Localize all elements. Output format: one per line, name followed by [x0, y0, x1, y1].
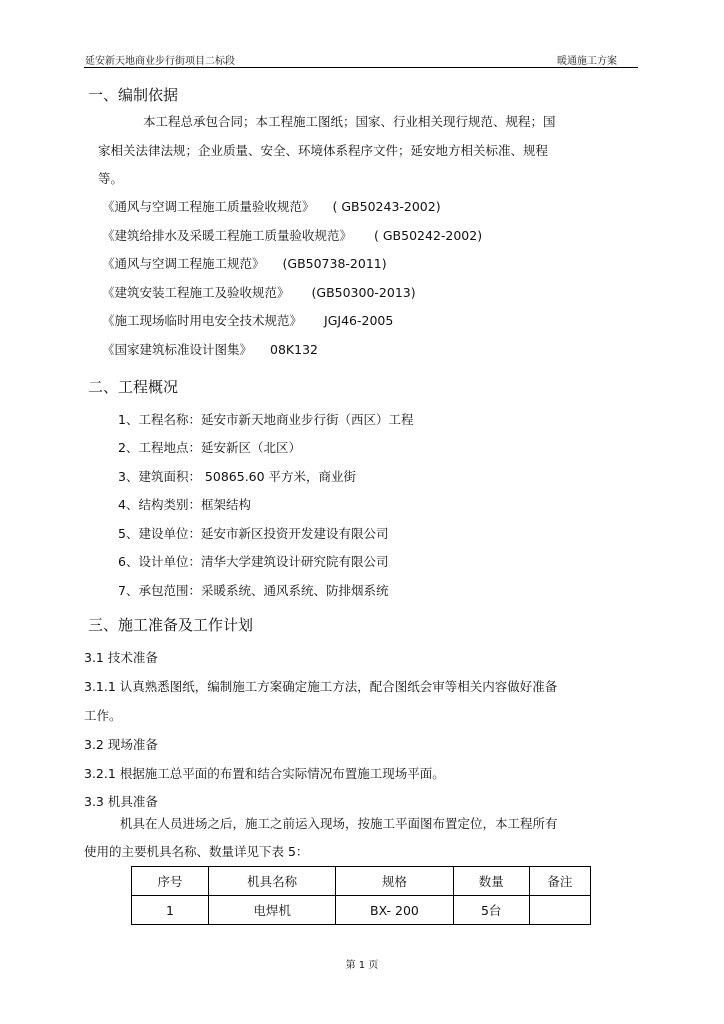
reference-name: 《通风与空调工程施工质量验收规范》	[102, 199, 315, 214]
overview-item: 6、设计单位：清华大学建筑设计研究院有限公司	[118, 554, 389, 569]
table-cell: 5台	[453, 896, 529, 925]
page-footer: 第 1 页	[345, 960, 379, 971]
section-1-title: 一、编制依据	[88, 86, 179, 104]
reference-code: ( GB50243-2002)	[332, 199, 441, 214]
subsection-3-1: 3.1 技术准备	[84, 650, 158, 665]
subsection-3-1-1-line-2: 工作。	[84, 708, 122, 723]
reference-item	[102, 197, 441, 215]
reference-code: ( GB50242-2002)	[374, 228, 483, 243]
table-header-cell: 序号	[132, 867, 209, 896]
table-header-cell: 数量	[453, 867, 529, 896]
subsection-3-2-1: 3.2.1 根据施工总平面的布置和结合实际情况布置施工现场平面。	[84, 766, 445, 781]
section-2-title: 二、工程概况	[88, 378, 179, 396]
table-header-cell: 规格	[336, 867, 454, 896]
subsection-3-1-1-line-1: 3.1.1 认真熟悉图纸，编制施工方案确定施工方法，配合图纸会审等相关内容做好准备	[84, 679, 558, 694]
reference-code: (GB50300-2013)	[311, 285, 416, 300]
table-header-cell: 机具名称	[208, 867, 335, 896]
reference-code: JGJ46-2005	[324, 313, 394, 328]
header-rule	[84, 67, 638, 68]
equipment-table	[131, 866, 591, 925]
subsection-3-2: 3.2 现场准备	[84, 737, 158, 752]
reference-name: 《施工现场临时用电安全技术规范》	[102, 313, 303, 328]
reference-item	[102, 283, 416, 301]
overview-item: 1、工程名称：延安市新天地商业步行街（西区）工程	[118, 412, 414, 427]
reference-item	[102, 311, 393, 329]
section-1-para-line-2: 家相关法律法规；企业质量、安全、环境体系程序文件；延安地方相关标准、规程	[98, 143, 549, 158]
subsection-3-3-line-1: 机具在人员进场之后，施工之前运入现场，按施工平面图布置定位，本工程所有	[120, 816, 558, 831]
reference-name: 《国家建筑标准设计图集》	[102, 342, 253, 357]
reference-code: 08K132	[270, 342, 318, 357]
reference-code: (GB50738-2011)	[282, 256, 387, 271]
reference-item	[102, 254, 387, 272]
table-cell: 1	[132, 896, 209, 925]
reference-item	[102, 340, 318, 358]
table-cell: BX- 200	[336, 896, 454, 925]
table-cell	[529, 896, 590, 925]
table-row	[132, 896, 591, 925]
overview-item: 3、建筑面积： 50865.60 平方米，商业街	[118, 469, 357, 484]
section-3-title: 三、施工准备及工作计划	[88, 616, 254, 634]
reference-name: 《建筑安装工程施工及验收规范》	[102, 285, 290, 300]
page-header-right: 暖通施工方案	[557, 56, 617, 67]
section-1-para-line-1: 本工程总承包合同；本工程施工图纸；国家、行业相关现行规范、规程；国	[143, 114, 556, 129]
reference-item	[102, 226, 482, 244]
section-1-para-line-3: 等。	[98, 171, 124, 186]
table-header-row	[132, 867, 591, 896]
subsection-3-3: 3.3 机具准备	[84, 794, 158, 809]
page-header-left: 延安新天地商业步行街项目二标段	[85, 56, 235, 67]
reference-name: 《建筑给排水及采暖工程施工质量验收规范》	[102, 228, 353, 243]
overview-item: 7、承包范围：采暖系统、通风系统、防排烟系统	[118, 583, 389, 598]
subsection-3-3-line-2: 使用的主要机具名称、数量详见下表 5：	[84, 844, 309, 859]
reference-name: 《通风与空调工程施工规范》	[102, 256, 265, 271]
table-cell: 电焊机	[208, 896, 335, 925]
overview-item: 5、建设单位：延安市新区投资开发建设有限公司	[118, 526, 389, 541]
overview-item: 4、结构类别：框架结构	[118, 497, 251, 512]
overview-item: 2、工程地点：延安新区（北区）	[118, 440, 301, 455]
table-header-cell: 备注	[529, 867, 590, 896]
